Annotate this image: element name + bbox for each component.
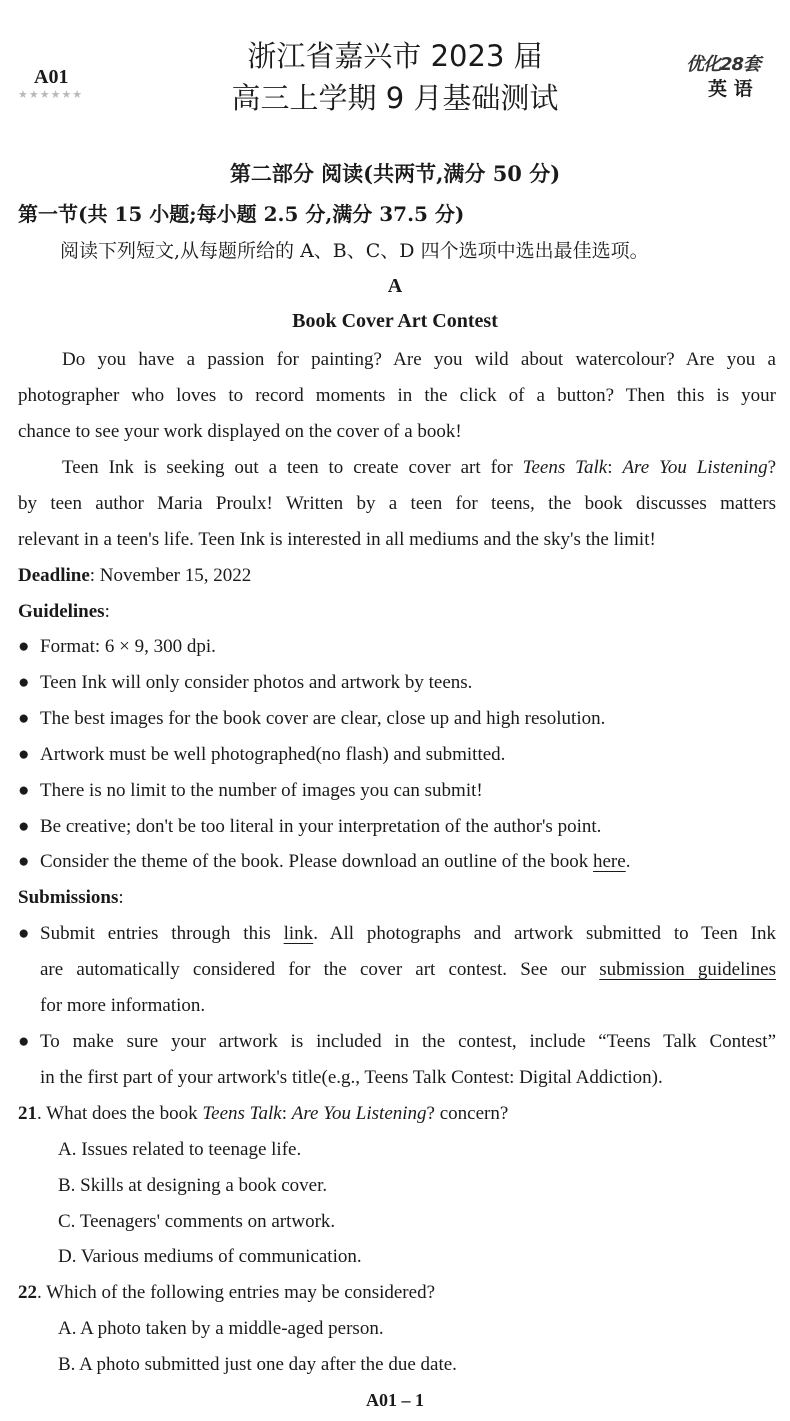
bullet-icon: ●: [18, 672, 30, 693]
bullet-icon: ●: [18, 708, 30, 729]
list-item-text: There is no limit to the number of images you can submit!: [40, 780, 483, 801]
question-number: 22: [18, 1282, 37, 1303]
paragraph-text: :: [607, 457, 623, 478]
deadline-value: : November 15, 2022: [89, 565, 252, 586]
question-22: [18, 1279, 776, 1307]
list-item: [0, 777, 790, 805]
book-title: Are You Listening: [291, 1103, 427, 1124]
bullet-icon: ●: [18, 780, 30, 801]
list-item: [0, 669, 790, 697]
book-title: Are You Listening: [622, 457, 768, 478]
list-item-text: [40, 848, 776, 876]
submission-guidelines-link[interactable]: submission guidelines: [599, 959, 776, 980]
star-decoration-icon: ★★★★★★: [18, 89, 84, 101]
list-item-text: [40, 920, 776, 948]
list-item: [0, 705, 790, 733]
guidelines-heading: [18, 598, 776, 626]
answer-option: C. Teenagers' comments on artwork.: [58, 1211, 336, 1232]
passage-title: Book Cover Art Contest: [292, 310, 498, 332]
list-item-text: The best images for the book cover are clear, close up and high resolution.: [40, 708, 606, 729]
answer-option: A. A photo taken by a middle-aged person.: [58, 1318, 384, 1339]
list-item: [0, 848, 790, 876]
brand-badge: [686, 50, 778, 100]
list-item: [0, 741, 790, 769]
book-title: Teens Talk: [202, 1103, 282, 1124]
paragraph-2-line: relevant in a teen's life. Teen Ink is interested in all mediums and the sky's the limit!: [18, 529, 656, 550]
paragraph-2-line: by teen author Maria Proulx! Written by a teen for teens, the book discusses matters: [18, 493, 776, 514]
list-item-text: .: [625, 851, 631, 872]
list-item: [0, 633, 790, 661]
deadline-label: Deadline: [18, 565, 90, 586]
list-item-text: Submit entries through this: [40, 923, 284, 944]
list-item-continuation: in the first part of your artwork's title(e.g., Teens Talk Contest: Digital Addiction).: [40, 1067, 663, 1088]
bullet-icon: ●: [18, 816, 30, 837]
submit-entries-link[interactable]: link: [283, 923, 314, 944]
question-text: . Which of the following entries may be considered?: [37, 1282, 435, 1303]
submissions-heading: [18, 884, 776, 912]
question-text: :: [281, 1103, 292, 1124]
submissions-label: Submissions: [18, 887, 119, 908]
list-item: [0, 920, 790, 948]
part-title: 第二部分 阅读(共两节,满分 50 分): [229, 161, 561, 186]
list-item-continuation: for more information.: [40, 995, 206, 1016]
bullet-icon: ●: [18, 744, 30, 765]
exam-title-line1: 浙江省嘉兴市 2023 届: [247, 39, 543, 73]
submissions-colon: :: [118, 887, 124, 908]
question-text: . What does the book: [37, 1103, 203, 1124]
bullet-icon: ●: [18, 851, 30, 872]
list-item-text: are automatically considered for the cover art contest. See our: [40, 959, 600, 980]
question-text: ? concern?: [426, 1103, 509, 1124]
list-item-text: Format: 6 × 9, 300 dpi.: [40, 636, 216, 657]
bullet-icon: ●: [18, 923, 30, 944]
deadline-row: [18, 562, 776, 590]
list-item-text: Be creative; don't be too literal in your interpretation of the author's point.: [40, 816, 602, 837]
list-item-continuation: [40, 956, 776, 984]
paper-code-badge: [14, 58, 92, 106]
paragraph-1-line: chance to see your work displayed on the cover of a book!: [18, 421, 462, 442]
answer-option: D. Various mediums of communication.: [58, 1246, 362, 1267]
bullet-icon: ●: [18, 1031, 30, 1052]
list-item-text: . All photographs and artwork submitted to Teen Ink: [313, 923, 776, 944]
paragraph-1-line: photographer who loves to record moments in the click of a button? Then this is your: [18, 385, 776, 406]
list-item-text: To make sure your artwork is included in the contest, include “Teens Talk Contest”: [40, 1031, 776, 1052]
guidelines-colon: :: [104, 601, 110, 622]
list-item: [0, 813, 790, 841]
answer-option: A. Issues related to teenage life.: [58, 1139, 302, 1160]
list-item-text: Artwork must be well photographed(no flash) and submitted.: [40, 744, 506, 765]
paper-code: A01: [34, 66, 69, 88]
paragraph-text: ?: [767, 457, 777, 478]
list-item: [0, 1028, 790, 1056]
list-item-text: Consider the theme of the book. Please download an outline of the book: [40, 851, 593, 872]
answer-option: B. Skills at designing a book cover.: [58, 1175, 328, 1196]
outline-download-link[interactable]: here: [593, 851, 626, 872]
exam-title-line2: 高三上学期 9 月基础测试: [231, 81, 559, 115]
section-instruction: 阅读下列短文,从每题所给的 A、B、C、D 四个选项中选出最佳选项。: [60, 240, 649, 262]
paragraph-1-line: Do you have a passion for painting? Are you wild about watercolour? Are you a: [62, 349, 776, 370]
subject-label: 英 语: [708, 78, 753, 100]
list-item-text: Teen Ink will only consider photos and artwork by teens.: [40, 672, 473, 693]
question-21: [18, 1100, 776, 1128]
book-title: Teens Talk: [522, 457, 608, 478]
page-number: A01 – 1: [366, 1390, 424, 1410]
paragraph-text: Teen Ink is seeking out a teen to create cover art for: [62, 457, 523, 478]
passage-letter: A: [387, 275, 403, 297]
section-subtitle: 第一节(共 15 小题;每小题 2.5 分,满分 37.5 分): [18, 202, 465, 226]
guidelines-label: Guidelines: [18, 601, 105, 622]
brand-logo: 优化28套: [686, 54, 761, 75]
question-number: 21: [18, 1103, 37, 1124]
bullet-icon: ●: [18, 636, 30, 657]
answer-option: B. A photo submitted just one day after the due date.: [58, 1354, 457, 1375]
paragraph-2-line: [62, 454, 776, 482]
